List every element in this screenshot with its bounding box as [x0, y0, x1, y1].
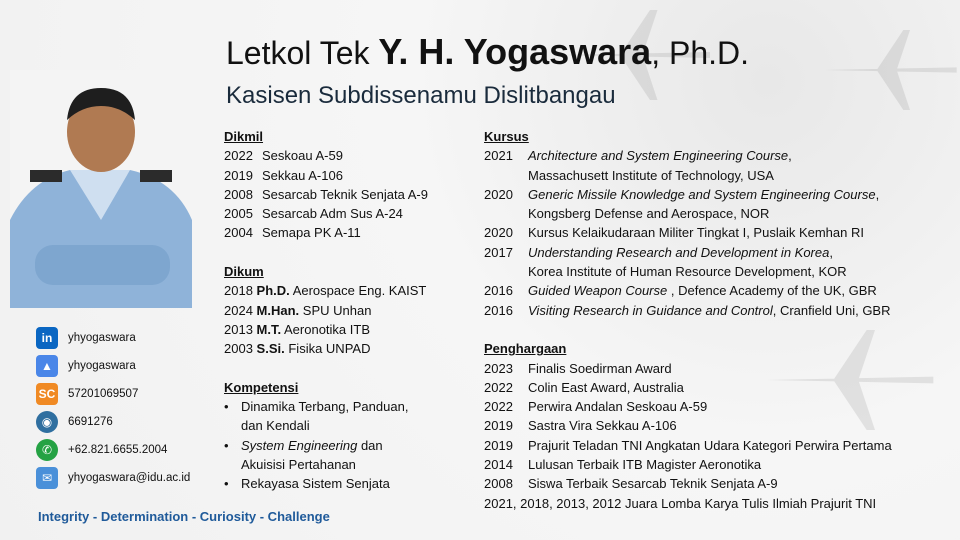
- email-icon: ✉: [36, 467, 58, 489]
- list-item: 2014 Lulusan Terbaik ITB Magister Aeronotika: [484, 457, 762, 473]
- scopus-icon: SC: [36, 383, 58, 405]
- list-item: Massachusett Institute of Technology, USA: [528, 167, 774, 183]
- list-item: • System Engineering dan: [224, 437, 383, 453]
- list-item: 2008 Siswa Terbaik Sesarcab Teknik Senjata A-9: [484, 476, 778, 492]
- list-item: 2005 Sesarcab Adm Sus A-24: [224, 206, 403, 222]
- list-item: 2022 Seskoau A-59: [224, 148, 343, 164]
- contact-email[interactable]: ✉ yhyogaswara@idu.ac.id: [36, 467, 190, 489]
- list-item: 2021, 2018, 2013, 2012 Juara Lomba Karya Tulis Ilmiah Prajurit TNI: [484, 495, 877, 511]
- list-item: 2003 S.Si. Fisika UNPAD: [224, 341, 371, 357]
- linkedin-icon: in: [36, 327, 58, 349]
- list-item: Korea Institute of Human Resource Development, KOR: [528, 264, 847, 280]
- list-item: dan Kendali: [241, 418, 310, 434]
- page-title: Letkol Tek Y. H. Yogaswara, Ph.D.: [226, 31, 749, 72]
- list-item: 2020 Generic Missile Knowledge and System Engineering Course,: [484, 186, 880, 202]
- dikmil-heading: Dikmil: [224, 129, 264, 144]
- list-item: 2013 M.T. Aeronotika ITB: [224, 321, 371, 337]
- list-item: Kongsberg Defense and Aerospace, NOR: [528, 206, 770, 222]
- list-item: 2023 Finalis Soedirman Award: [484, 360, 672, 376]
- sinta-icon: ◉: [36, 411, 58, 433]
- list-item: 2022 Colin East Award, Australia: [484, 379, 684, 395]
- list-item: 2016 Guided Weapon Course , Defence Academy of the UK, GBR: [484, 283, 877, 299]
- kursus-section: [484, 127, 892, 513]
- contact-google-scholar[interactable]: ▲ yhyogaswara: [36, 355, 136, 377]
- list-item: 2004 Semapa PK A-11: [224, 225, 361, 241]
- list-item: 2019 Prajurit Teladan TNI Angkatan Udara Kategori Perwira Pertama: [484, 437, 892, 453]
- list-item: 2024 M.Han. SPU Unhan: [224, 302, 372, 318]
- list-item: 2019 Sastra Vira Sekkau A-106: [484, 418, 677, 434]
- whatsapp-icon: ✆: [36, 439, 58, 461]
- list-item: • Dinamika Terbang, Panduan,: [224, 399, 409, 415]
- page-subtitle: Kasisen Subdissenamu Dislitbangau: [226, 82, 616, 109]
- list-item: 2008 Sesarcab Teknik Senjata A-9: [224, 186, 428, 202]
- graduation-cap-icon: ▲: [36, 355, 58, 377]
- list-item: 2018 Ph.D. Aerospace Eng. KAIST: [224, 283, 427, 299]
- list-item: 2019 Sekkau A-106: [224, 167, 343, 183]
- aircraft-watermark-icon: [820, 30, 960, 110]
- kursus-heading: Kursus: [484, 129, 529, 144]
- list-item: • Rekayasa Sistem Senjata: [224, 476, 390, 492]
- dikum-heading: Dikum: [224, 264, 264, 280]
- contact-sinta[interactable]: ◉ 6691276: [36, 411, 113, 433]
- list-item: 2020 Kursus Kelaikudaraan Militer Tingkat I, Puslaik Kemhan RI: [484, 225, 864, 241]
- contact-scopus[interactable]: SC 57201069507: [36, 383, 138, 405]
- dikmil-section: [224, 127, 428, 494]
- kompetensi-heading: Kompetensi: [224, 379, 299, 395]
- list-item: 2016 Visiting Research in Guidance and Control, Cranfield Uni, GBR: [484, 302, 891, 318]
- portrait-photo: [10, 70, 192, 308]
- contact-whatsapp[interactable]: ✆ +62.821.6655.2004: [36, 439, 167, 461]
- list-item: 2021 Architecture and System Engineering Course,: [484, 148, 792, 164]
- list-item: Akuisisi Pertahanan: [241, 457, 356, 473]
- list-item: 2017 Understanding Research and Development in Korea,: [484, 244, 833, 260]
- footer-tagline: Integrity - Determination - Curiosity - Challenge: [38, 509, 330, 524]
- contact-linkedin[interactable]: in yhyogaswara: [36, 327, 136, 349]
- penghargaan-heading: Penghargaan: [484, 341, 567, 357]
- list-item: 2022 Perwira Andalan Seskoau A-59: [484, 399, 708, 415]
